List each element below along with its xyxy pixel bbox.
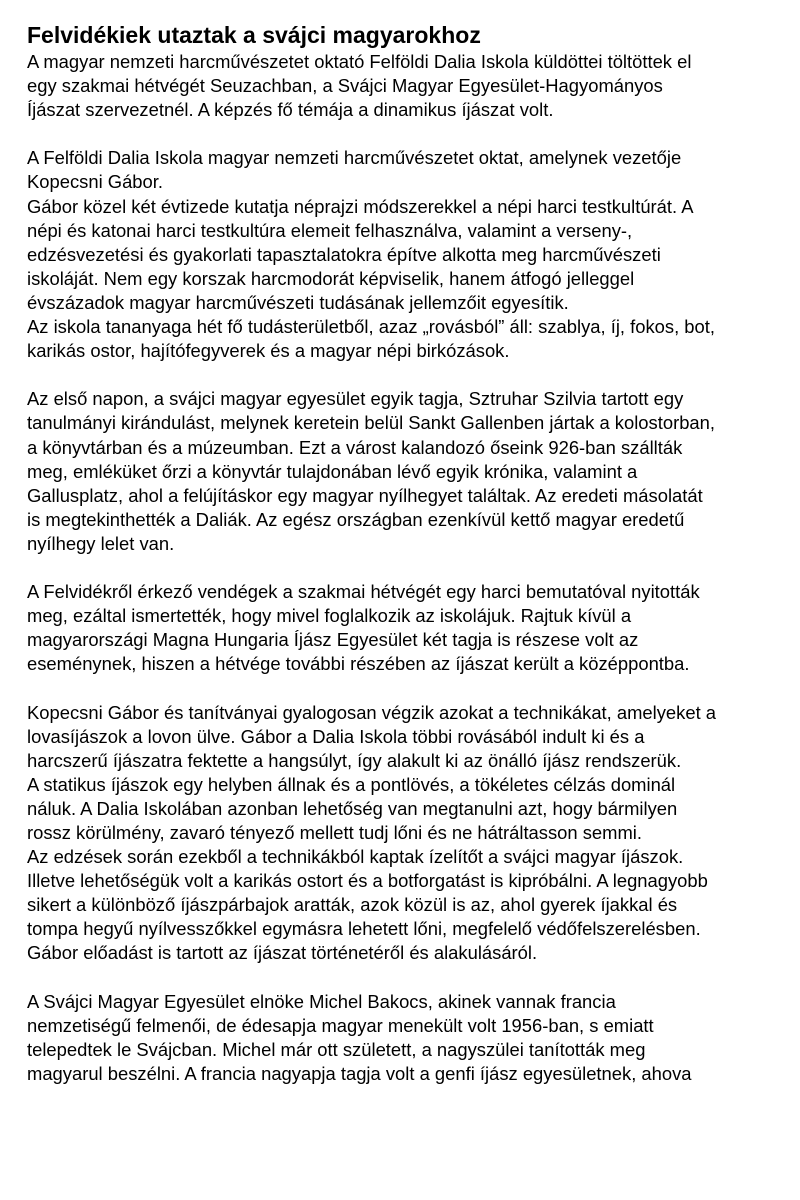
paragraph-line: meg, emléküket őrzi a könyvtár tulajdonában lévő egyik krónika, valamint a — [27, 460, 638, 482]
paragraph-line: harcszerű íjászatra fektette a hangsúlyt, így alakult ki az önálló íjász rendszerük. — [27, 749, 682, 771]
paragraph-line: eseménynek, hiszen a hétvége további részében az íjászat került a középpontba. — [27, 653, 690, 675]
paragraph-line: nemzetiségű felmenői, de édesapja magyar menekült volt 1956-ban, s emiatt — [27, 1014, 654, 1036]
paragraph-spacer — [27, 676, 787, 700]
paragraph-line: meg, ezáltal ismertették, hogy mivel foglalkozik az iskolájuk. Rajtuk kívül a — [27, 605, 632, 627]
paragraph-line: A Felvidékről érkező vendégek a szakmai hétvégét egy harci bemutatóval nyitották — [27, 581, 700, 603]
paragraph-line: tompa hegyű nyílvesszőkkel egymásra lehetett lőni, megfelelő védőfelszerelésben. — [27, 918, 701, 940]
article-paragraph — [27, 990, 787, 1086]
paragraph-line: lovasíjászok a lovon ülve. Gábor a Dalia Iskola többi rovásából indult ki és a — [27, 725, 645, 747]
article-title: Felvidékiek utaztak a svájci magyarokhoz — [27, 22, 481, 48]
paragraph-line: magyarul beszélni. A francia nagyapja tagja volt a genfi íjász egyesületnek, ahova — [27, 1062, 692, 1084]
paragraph-spacer — [27, 966, 787, 990]
article-paragraph — [27, 146, 787, 363]
article-page — [27, 20, 787, 1086]
paragraph-spacer — [27, 363, 787, 387]
paragraph-line: egy szakmai hétvégét Seuzachban, a Svájci Magyar Egyesület-Hagyományos — [27, 75, 663, 97]
paragraph-line: nyílhegy lelet van. — [27, 532, 175, 554]
article-paragraph — [27, 701, 787, 966]
paragraph-spacer — [27, 556, 787, 580]
paragraph-line: Gábor közel két évtizede kutatja néprajzi módszerekkel a népi harci testkultúrát. A — [27, 195, 694, 217]
paragraph-line: Íjászat szervezetnél. A képzés fő témája a dinamikus íjászat volt. — [27, 99, 554, 121]
paragraph-line: rossz körülmény, zavaró tényező mellett tudj lőni és ne hátráltasson semmi. — [27, 822, 642, 843]
article-paragraph — [27, 50, 787, 122]
paragraph-line: A Felföldi Dalia Iskola magyar nemzeti harcművészetet oktat, amelynek vezetője — [27, 147, 682, 169]
paragraph-line: telepedtek le Svájcban. Michel már ott született, a nagyszülei tanították meg — [27, 1038, 646, 1060]
paragraph-line: Kopecsni Gábor és tanítványai gyalogosan végzik azokat a technikákat, amelyeket a — [27, 701, 717, 723]
paragraph-spacer — [27, 122, 787, 146]
paragraph-line: Gallusplatz, ahol a felújításkor egy magyar nyílhegyet találtak. Az eredeti másolatát — [27, 484, 703, 506]
paragraph-line: náluk. A Dalia Iskolában azonban lehetőség van megtanulni azt, hogy bármilyen — [27, 797, 678, 819]
article-paragraph — [27, 387, 787, 556]
paragraph-line: Kopecsni Gábor. — [27, 171, 163, 193]
paragraph-line: Az edzések során ezekből a technikákból kaptak ízelítőt a svájci magyar íjászok. — [27, 846, 684, 868]
paragraph-line: tanulmányi kirándulást, melynek keretein belül Sankt Gallenben jártak a kolostorban, — [27, 412, 715, 434]
paragraph-line: magyarországi Magna Hungaria Íjász Egyesület két tagja is részese volt az — [27, 629, 639, 651]
paragraph-line: A magyar nemzeti harcművészetet oktató Felföldi Dalia Iskola küldöttei töltöttek el — [27, 51, 692, 72]
paragraph-line: iskoláját. Nem egy korszak harcmodorát képviselik, hanem átfogó jelleggel — [27, 267, 635, 289]
paragraph-line: sikert a különböző íjászpárbajok aratták, azok közül is az, ahol gyerek íjakkal és — [27, 894, 678, 916]
paragraph-line: A Svájci Magyar Egyesület elnöke Michel Bakocs, akinek vannak francia — [27, 990, 616, 1012]
paragraph-line: évszázadok magyar harcművészeti tudásának jellemzőit egyesítik. — [27, 291, 569, 313]
paragraph-line: Illetve lehetőségük volt a karikás ostort és a botforgatást is kipróbálni. A legnagyobb — [27, 870, 708, 892]
article-body — [27, 50, 787, 1086]
paragraph-line: Az iskola tananyaga hét fő tudásterületből, azaz „rovásból” áll: szablya, íj, fokos, bot, — [27, 316, 715, 338]
paragraph-line: népi és katonai harci testkultúra elemeit felhasználva, valamint a verseny-, — [27, 219, 633, 241]
article-paragraph — [27, 580, 787, 676]
paragraph-line: Az első napon, a svájci magyar egyesület egyik tagja, Sztruhar Szilvia tartott egy — [27, 388, 684, 410]
paragraph-line: is megtekinthették a Daliák. Az egész országban ezenkívül kettő magyar eredetű — [27, 508, 685, 530]
paragraph-line: Gábor előadást is tartott az íjászat történetéről és alakulásáról. — [27, 942, 538, 964]
paragraph-line: A statikus íjászok egy helyben állnak és a pontlövés, a tökéletes célzás dominál — [27, 773, 676, 795]
paragraph-line: karikás ostor, hajítófegyverek és a magyar népi birkózások. — [27, 340, 510, 362]
paragraph-line: a könyvtárban és a múzeumban. Ezt a várost kalandozó őseink 926-ban szállták — [27, 436, 683, 458]
paragraph-line: edzésvezetési és gyakorlati tapasztalatokra építve alkotta meg harcművészeti — [27, 243, 661, 265]
